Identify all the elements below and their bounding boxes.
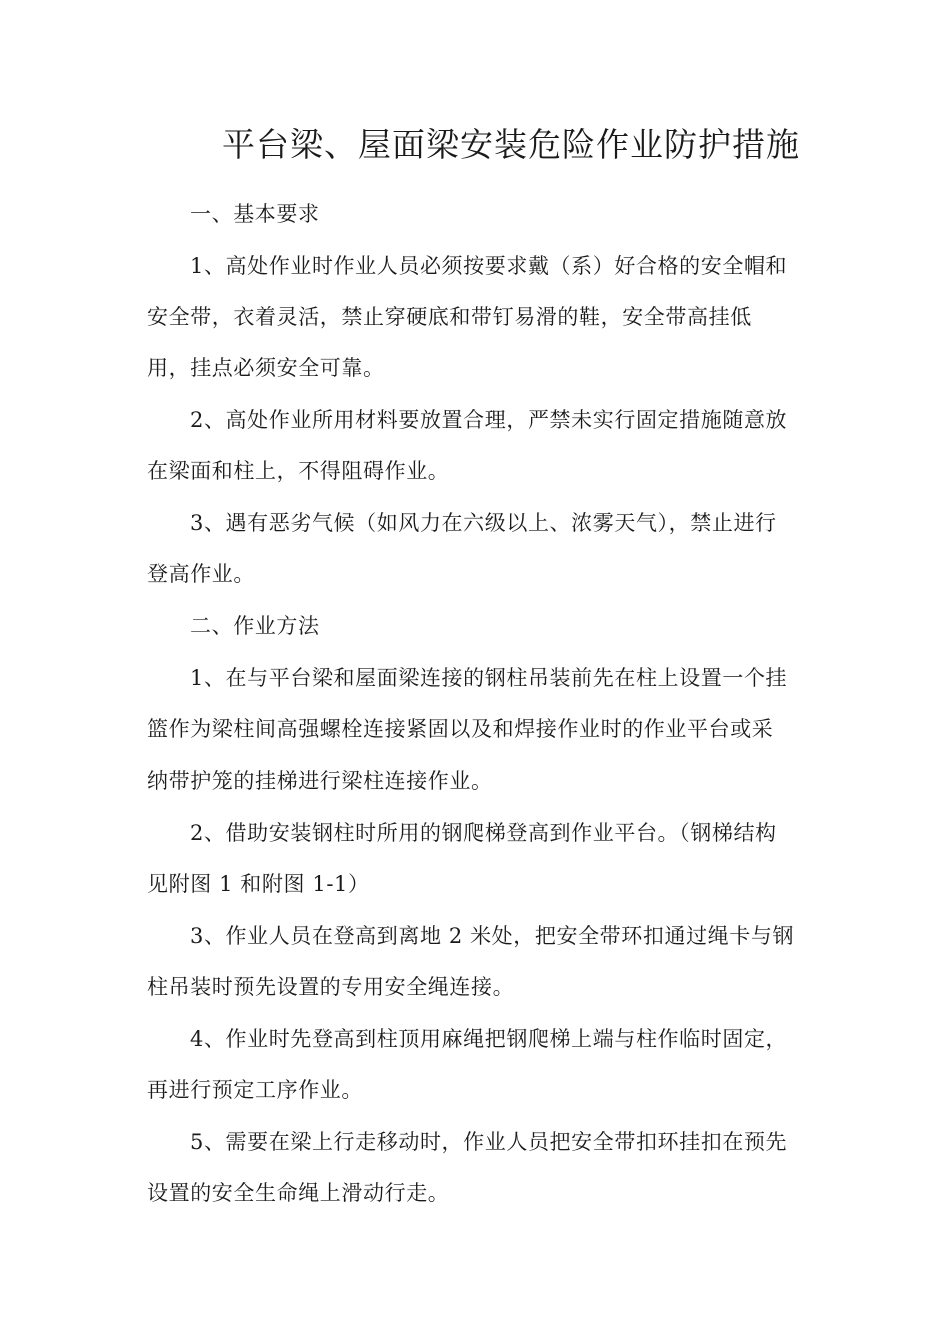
paragraph-line: 柱吊装时预先设置的专用安全绳连接。	[147, 975, 515, 999]
paragraph-line: 1、高处作业时作业人员必须按要求戴（系）好合格的安全帽和	[190, 254, 788, 278]
paragraph-line: 篮作为梁柱间高强螺栓连接紧固以及和焊接作业时的作业平台或采	[147, 717, 774, 741]
paragraph-line: 1、在与平台梁和屋面梁连接的钢柱吊装前先在柱上设置一个挂	[190, 666, 788, 690]
paragraph-line: 2、高处作业所用材料要放置合理，严禁未实行固定措施随意放	[190, 408, 788, 432]
paragraph-line: 3、遇有恶劣气候（如风力在六级以上、浓雾天气），禁止进行	[190, 511, 777, 535]
section-heading-basic-requirements: 一、基本要求	[190, 202, 320, 226]
paragraph-line: 3、作业人员在登高到离地 2 米处，把安全带环扣通过绳卡与钢	[190, 924, 795, 948]
paragraph-line: 纳带护笼的挂梯进行梁柱连接作业。	[147, 769, 493, 793]
paragraph-line: 设置的安全生命绳上滑动行走。	[147, 1181, 450, 1205]
page-title: 平台梁、屋面梁安装危险作业防护措施	[222, 125, 800, 164]
section-heading-work-methods: 二、作业方法	[190, 614, 320, 638]
paragraph-line: 5、需要在梁上行走移动时，作业人员把安全带扣环挂扣在预先	[190, 1130, 788, 1154]
paragraph-line: 2、借助安装钢柱时所用的钢爬梯登高到作业平台。（钢梯结构	[190, 821, 777, 845]
paragraph-line: 登高作业。	[147, 562, 255, 586]
paragraph-line: 用，挂点必须安全可靠。	[147, 356, 385, 380]
paragraph-line: 4、作业时先登高到柱顶用麻绳把钢爬梯上端与柱作临时固定，	[190, 1027, 788, 1051]
paragraph-line: 再进行预定工序作业。	[147, 1078, 363, 1102]
paragraph-line: 在梁面和柱上，不得阻碍作业。	[147, 459, 450, 483]
paragraph-line: 见附图 1 和附图 1-1）	[147, 872, 370, 896]
paragraph-line: 安全带，衣着灵活，禁止穿硬底和带钉易滑的鞋，安全带高挂低	[147, 305, 752, 329]
